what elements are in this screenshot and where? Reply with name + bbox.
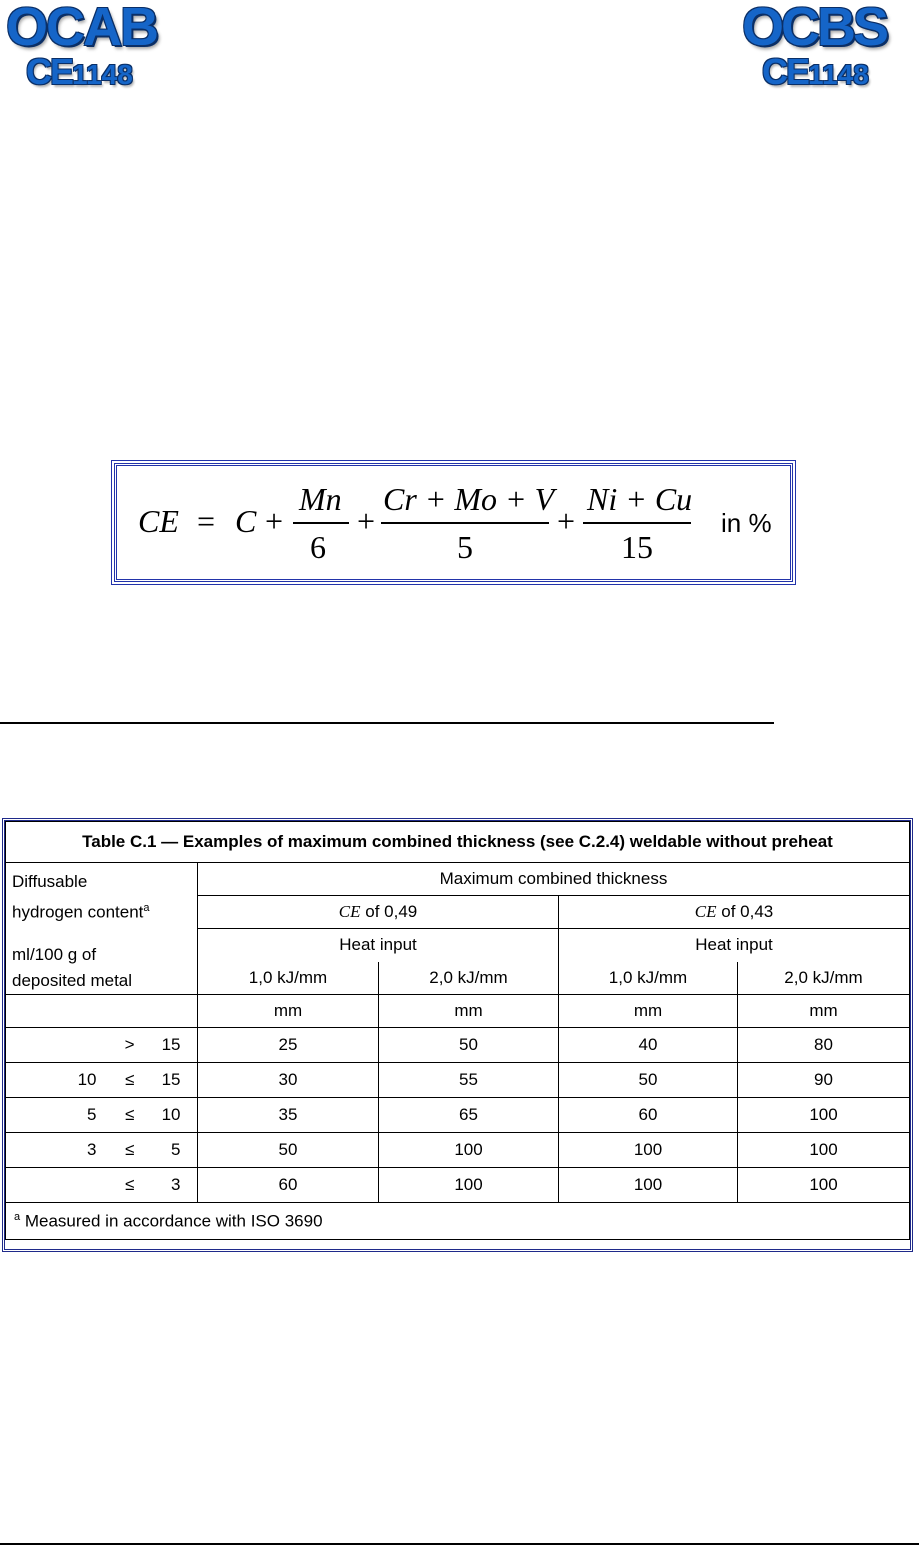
hydrogen-range <box>6 1098 198 1133</box>
term2-numerator: Cr + Mo + V <box>383 481 555 517</box>
term3-denominator: 15 <box>621 529 653 565</box>
table-c1 <box>2 818 913 1252</box>
value-cell: 100 <box>738 1168 910 1203</box>
hydrogen-range <box>6 1168 198 1203</box>
formula-unit: in % <box>721 508 772 538</box>
ce-symbol: CE <box>26 51 73 92</box>
fraction-bar <box>293 522 349 524</box>
table-row <box>6 1133 910 1168</box>
hydrogen-range <box>6 1028 198 1063</box>
term2-denominator: 5 <box>457 529 473 565</box>
range-low: 5 <box>87 1105 97 1124</box>
term3-numerator: Ni + Cu <box>587 481 693 517</box>
hydrogen-range <box>6 1063 198 1098</box>
value-cell: 35 <box>198 1098 379 1133</box>
range-low: 3 <box>87 1140 97 1159</box>
unit-cell: mm <box>198 995 379 1028</box>
value-cell: 60 <box>559 1098 738 1133</box>
page-bottom-line <box>0 1543 919 1545</box>
value-cell: 100 <box>379 1133 559 1168</box>
table-row <box>6 1028 910 1063</box>
value-cell: 100 <box>379 1168 559 1203</box>
range-high: 3 <box>171 1175 181 1194</box>
ce-symbol: CE <box>762 51 809 92</box>
range-high: 10 <box>161 1105 181 1124</box>
ce-label: CE <box>694 902 717 921</box>
header-line: hydrogen content <box>12 902 144 922</box>
term1-denominator: 6 <box>310 529 326 565</box>
range-low: 10 <box>77 1070 97 1089</box>
formula-plus: + <box>265 503 284 539</box>
footnote-ref: a <box>143 902 150 914</box>
formula-carbon: C <box>235 503 257 539</box>
table-footnote <box>6 1203 910 1240</box>
ce-value: of 0,49 <box>365 902 418 921</box>
ce-mark <box>762 51 912 92</box>
header-line: deposited metal <box>12 970 133 990</box>
heat-value: 1,0 kJ/mm <box>559 962 738 995</box>
formula-equals: = <box>197 503 216 539</box>
carbon-equivalent-formula <box>114 463 793 582</box>
notified-body-number: 1148 <box>72 59 133 90</box>
formula-plus: + <box>357 503 376 539</box>
value-cell: 40 <box>559 1028 738 1063</box>
logo-word: OCBS <box>742 0 887 57</box>
range-op: ≤ <box>125 1070 135 1089</box>
range-high: 5 <box>171 1140 181 1159</box>
header-line: Diffusable <box>12 872 88 891</box>
value-cell: 50 <box>198 1133 379 1168</box>
max-combined-header: Maximum combined thickness <box>198 863 910 896</box>
ocbs-logo <box>742 0 912 92</box>
footnote-text: Measured in accordance with ISO 3690 <box>24 1211 323 1231</box>
unit-cell: mm <box>738 995 910 1028</box>
unit-cell: mm <box>379 995 559 1028</box>
table-title: Table C.1 — Examples of maximum combined thickness (see C.2.4) weldable without preheat <box>6 822 910 863</box>
range-high: 15 <box>161 1070 181 1089</box>
logo-word: OCAB <box>6 0 157 57</box>
table-row <box>6 1063 910 1098</box>
ocab-logo <box>6 0 176 92</box>
range-op: ≤ <box>125 1140 135 1159</box>
max-thickness-table <box>5 821 910 1240</box>
hydrogen-range <box>6 1133 198 1168</box>
value-cell: 30 <box>198 1063 379 1098</box>
heat-value: 1,0 kJ/mm <box>198 962 379 995</box>
ce-value: of 0,43 <box>721 902 774 921</box>
empty-cell <box>6 995 198 1028</box>
heat-value: 2,0 kJ/mm <box>379 962 559 995</box>
value-cell: 100 <box>559 1168 738 1203</box>
ce-043-header <box>559 896 910 929</box>
hydrogen-content-header <box>6 863 198 995</box>
value-cell: 50 <box>559 1063 738 1098</box>
formula-lhs: CE <box>138 503 179 539</box>
value-cell: 25 <box>198 1028 379 1063</box>
ce-049-header <box>198 896 559 929</box>
range-high: 15 <box>161 1035 181 1054</box>
value-cell: 55 <box>379 1063 559 1098</box>
value-cell: 65 <box>379 1098 559 1133</box>
table-row <box>6 1098 910 1133</box>
value-cell: 100 <box>738 1098 910 1133</box>
fraction-bar <box>583 522 691 524</box>
term1-numerator: Mn <box>299 481 342 517</box>
value-cell: 90 <box>738 1063 910 1098</box>
unit-cell: mm <box>559 995 738 1028</box>
value-cell: 60 <box>198 1168 379 1203</box>
formula-plus: + <box>557 503 576 539</box>
table-row <box>6 1168 910 1203</box>
value-cell: 100 <box>738 1133 910 1168</box>
footnote-mark: a <box>14 1210 21 1223</box>
range-op: ≤ <box>125 1105 135 1124</box>
divider-line <box>0 722 774 724</box>
range-op: > <box>124 1035 135 1054</box>
heat-input-header: Heat input <box>198 929 559 962</box>
value-cell: 100 <box>559 1133 738 1168</box>
range-op: ≤ <box>125 1175 135 1194</box>
header-line: ml/100 g of <box>12 944 97 964</box>
ce-mark <box>26 51 176 92</box>
value-cell: 50 <box>379 1028 559 1063</box>
heat-input-header: Heat input <box>559 929 910 962</box>
heat-value: 2,0 kJ/mm <box>738 962 910 995</box>
ce-label: CE <box>338 902 361 921</box>
notified-body-number: 1148 <box>808 59 869 90</box>
fraction-bar <box>381 522 549 524</box>
value-cell: 80 <box>738 1028 910 1063</box>
